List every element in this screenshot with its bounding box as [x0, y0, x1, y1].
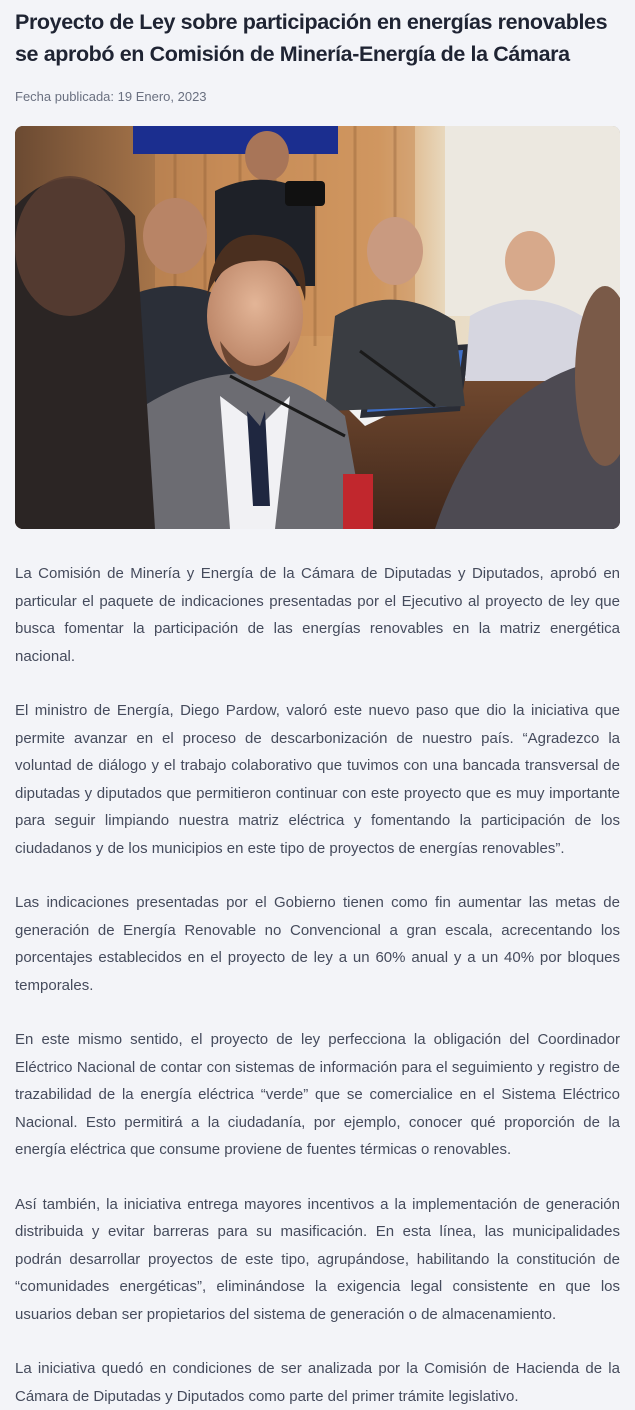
publish-date: Fecha publicada: 19 Enero, 2023	[15, 89, 207, 104]
paragraph: La iniciativa quedó en condiciones de ser analizada por la Comisión de Hacienda de la Cámara de Diputadas y Diputados como parte del primer trámite legislativo.	[15, 1360, 620, 1405]
commission-meeting-photo	[15, 126, 620, 529]
paragraph: Las indicaciones presentadas por el Gobierno tienen como fin aumentar las metas de generación de Energía Renovable no Convencional a gran escala, acrecentando los porcentajes establecidos en el proyecto de ley a un 60% anual y a un 40% por bloques temporales.	[15, 894, 620, 994]
paragraph: La Comisión de Minería y Energía de la Cámara de Diputadas y Diputados, aprobó en particular el paquete de indicaciones presentadas por el Ejecutivo al proyecto de ley que busca fomentar la participación de las energías renovables en la matriz energética nacional.	[15, 565, 620, 665]
article-photo	[15, 126, 620, 529]
paragraph: Así también, la iniciativa entrega mayores incentivos a la implementación de generación distribuida y evitar barreras para su masificación. En esta línea, las municipalidades podrán desarrollar proyectos de este tipo, agrupándose, habilitando la constitución de “comunidades energéticas”, eliminándose la exigencia legal consistente en que los usuarios deban ser propietarios del sistema de generación o de almacenamiento.	[15, 1195, 620, 1323]
article-title: Proyecto de Ley sobre participación en energías renovables se aprobó en Comisión de Minería-Energía de la Cámara	[15, 10, 608, 66]
article-body	[15, 560, 620, 1410]
paragraph: El ministro de Energía, Diego Pardow, valoró este nuevo paso que dio la iniciativa que permite avanzar en el proceso de descarbonización de nuestro país. “Agradezco la voluntad de diálogo y el trabajo colaborativo que tuvimos con una bancada transversal de diputadas y diputados que permitieron continuar con este proyecto que es muy importante para seguir limpiando nuestra matriz eléctrica y fomentando la participación de los ciudadanos y de los municipios en este tipo de proyectos de energías renovables”.	[15, 702, 620, 857]
paragraph: En este mismo sentido, el proyecto de ley perfecciona la obligación del Coordinador Eléctrico Nacional de contar con sistemas de información para el seguimiento y registro de trazabilidad de la energía eléctrica “verde” que se comercialice en el Sistema Eléctrico Nacional. Esto permitirá a la ciudadanía, por ejemplo, conocer qué proporción de la energía eléctrica que consume proviene de fuentes térmicas o renovables.	[15, 1031, 620, 1158]
